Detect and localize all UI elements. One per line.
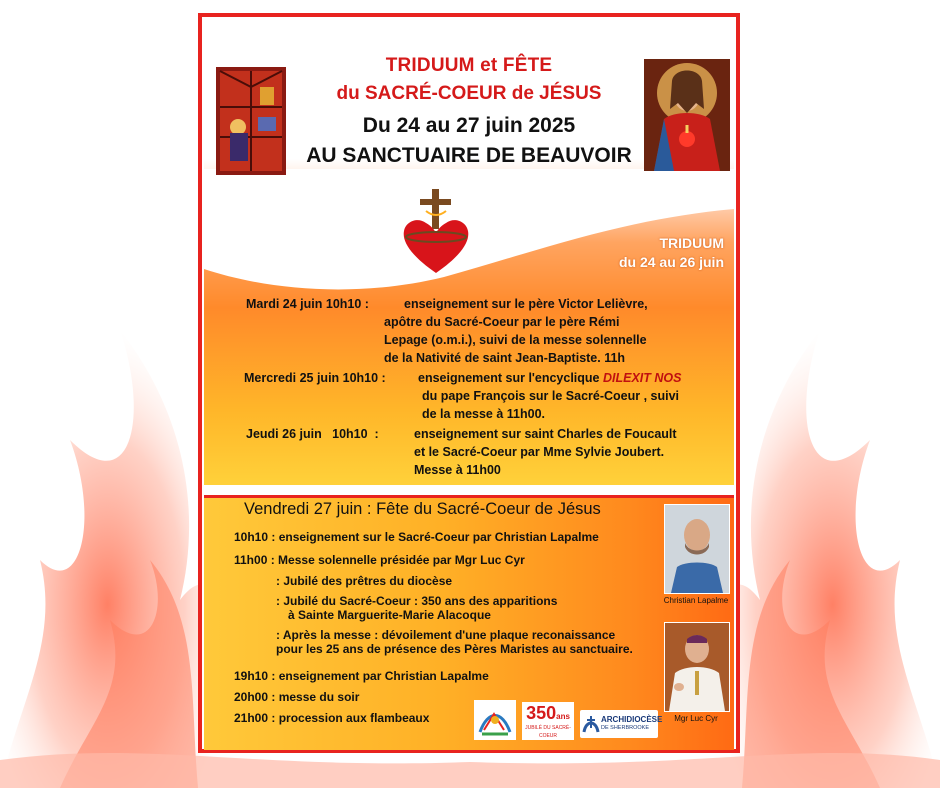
tuesday-line-1: enseignement sur le père Victor Lelièvre, <box>404 297 648 311</box>
mgr-luc-cyr-photo <box>664 622 730 712</box>
event-row <box>234 553 525 567</box>
christian-lapalme-caption: Christian Lapalme <box>663 596 729 605</box>
title-triduum: TRIDUUM et FÊTE <box>385 55 553 76</box>
friday-title: Vendredi 27 juin : Fête du Sacré-Coeur de Jésus <box>244 500 601 518</box>
event-row <box>234 669 489 683</box>
jubilee-number: 350 <box>526 703 557 723</box>
event-time: 11h00 <box>234 553 268 567</box>
triduum-panel <box>204 19 734 485</box>
event-text-cont: pour les 25 ans de présence des Pères Maristes au sanctuaire. <box>276 642 633 656</box>
archdiocese-line-2: DE SHERBROOKE <box>601 725 649 731</box>
event-row <box>234 711 429 725</box>
jubilee-subtitle: JUBILÉ DU SACRÉ-COEUR <box>525 725 571 739</box>
title-dates: Du 24 au 27 juin 2025 <box>362 114 576 137</box>
event-row <box>276 574 452 588</box>
title-sanctuary: AU SANCTUAIRE DE BEAUVOIR <box>306 144 632 167</box>
tuesday-line-4: de la Nativité de saint Jean-Baptiste. 11h <box>384 351 626 365</box>
wednesday-label: Mercredi 25 juin 10h10 : <box>244 371 386 385</box>
event-time: 21h00 <box>234 711 269 725</box>
thursday-line-3: Messe à 11h00 <box>414 463 501 477</box>
event-text-cont: à Sainte Marguerite-Marie Alacoque <box>288 608 491 622</box>
event-time: 19h10 <box>234 669 269 683</box>
event-row-cont <box>288 608 491 622</box>
friday-panel <box>204 495 734 750</box>
title-sacre-coeur: du SACRÉ-COEUR de JÉSUS <box>336 83 602 104</box>
sacred-heart-cross-icon <box>400 189 472 275</box>
event-row-cont <box>276 642 633 656</box>
event-text: : enseignement par Christian Lapalme <box>271 669 489 683</box>
wednesday-line-1 <box>418 369 681 387</box>
event-poster <box>198 13 740 753</box>
archdiocese-line-1: ARCHIDIOCÈSE <box>601 715 663 724</box>
event-text: : Après la messe : dévoilement d'une plaque reconaissance <box>276 628 616 642</box>
event-row <box>234 530 599 544</box>
event-time: 20h00 <box>234 690 269 704</box>
event-row <box>234 690 359 704</box>
triduum-title: TRIDUUM <box>659 235 724 251</box>
event-row <box>276 594 557 608</box>
wednesday-line-3: de la messe à 11h00. <box>422 407 546 421</box>
tuesday-label: Mardi 24 juin 10h10 : <box>246 297 369 311</box>
jubilee-pilgrims-logo <box>474 700 516 740</box>
wednesday-line-2: du pape François sur le Sacré-Coeur , suivi <box>422 389 680 403</box>
jubilee-suffix: ans <box>556 712 570 721</box>
triduum-heading <box>619 234 724 272</box>
jubilee-350-logo <box>522 702 574 740</box>
archdiocese-emblem-icon <box>582 714 600 734</box>
event-text: : messe du soir <box>271 690 360 704</box>
thursday-line-1: enseignement sur saint Charles de Foucault <box>414 427 677 441</box>
event-time: 10h10 <box>234 530 269 544</box>
tuesday-line-2: apôtre du Sacré-Coeur par le père Rémi <box>384 315 620 329</box>
mgr-luc-cyr-caption: Mgr Luc Cyr <box>674 714 718 723</box>
thursday-label: Jeudi 26 juin 10h10 : <box>246 427 379 441</box>
wednesday-line-1-text: enseignement sur l'encyclique <box>418 371 603 385</box>
christian-lapalme-photo <box>664 504 730 594</box>
encyclical-title: DILEXIT NOS <box>602 371 682 385</box>
event-text: : procession aux flambeaux <box>271 711 430 725</box>
event-text: : Jubilé du Sacré-Coeur : 350 ans des apparitions <box>276 594 558 608</box>
triduum-dates: du 24 au 26 juin <box>618 254 724 270</box>
event-text: : Jubilé des prêtres du diocèse <box>276 574 453 588</box>
event-text: : enseignement sur le Sacré-Coeur par Christian Lapalme <box>271 530 599 544</box>
sacred-heart-jesus-image <box>644 59 730 171</box>
tuesday-line-3: Lepage (o.m.i.), suivi de la messe solennelle <box>384 333 647 347</box>
thursday-line-2: et le Sacré-Coeur par Mme Sylvie Joubert. <box>414 445 665 459</box>
archdiocese-sherbrooke-logo <box>580 710 663 738</box>
event-row <box>276 628 615 642</box>
event-text: : Messe solennelle présidée par Mgr Luc Cyr <box>270 553 525 567</box>
